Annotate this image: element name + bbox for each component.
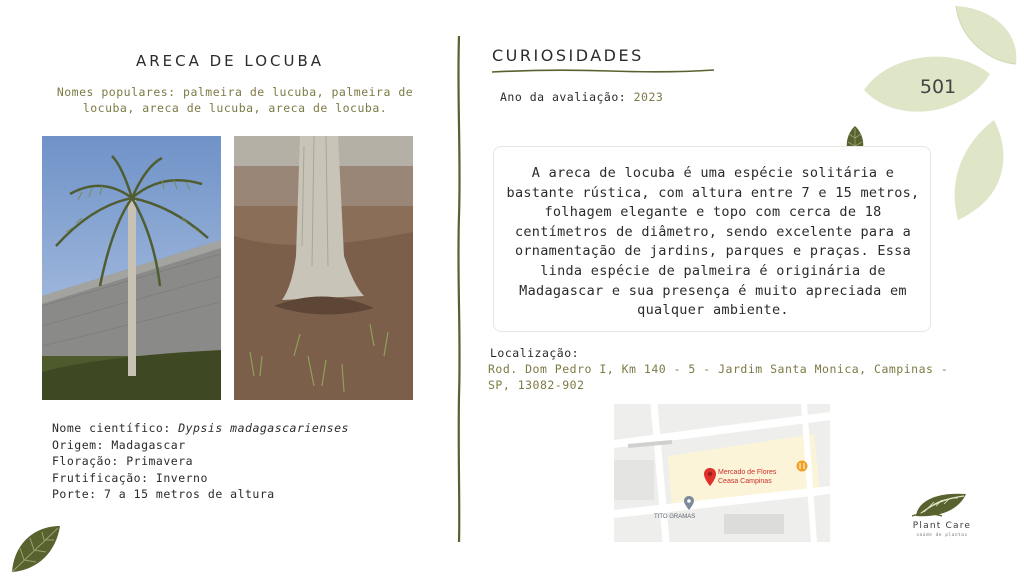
fact-scientific-name bbox=[52, 420, 349, 437]
palm-photo-full bbox=[42, 136, 221, 400]
location-address: Rod. Dom Pedro I, Km 140 - 5 - Jardim Santa Monica, Campinas - SP, 13082-902 bbox=[488, 362, 949, 392]
popular-names: Nomes populares: palmeira de lucuba, palmeira de locuba, areca de lucuba, areca de locuba. bbox=[56, 85, 414, 115]
fact-scientific-label: Nome científico: bbox=[52, 421, 179, 435]
palm-trunk-photo bbox=[234, 136, 413, 400]
description-text: A areca de locuba é uma espécie solitária e bastante rústica, com altura entre 7 e 15 metros, folhagem elegante e topo com cerca de 18 centímetros de diâmetro, sendo excelente para a ornamentação de jardins, parques e praças. Essa linda espécie de palmeira é originária de Madagascar e sua presença é muito apreciada em qualquer ambiente. bbox=[506, 165, 920, 319]
year-value: 2023 bbox=[633, 90, 664, 104]
logo-name: Plant Care bbox=[912, 521, 972, 531]
fact-scientific-value: Dypsis madagascarienses bbox=[178, 421, 349, 435]
year-label: Ano da avaliação: bbox=[500, 90, 634, 104]
map-food-marker-icon[interactable] bbox=[797, 461, 808, 472]
bottom-left-leaf-icon bbox=[8, 520, 64, 576]
section-title: CURIOSIDADES bbox=[492, 46, 644, 65]
map-poi-label: TITO GRAMAS bbox=[654, 514, 696, 520]
evaluation-year bbox=[500, 90, 663, 104]
column-divider bbox=[454, 36, 464, 542]
fact-origin: Origem: Madagascar bbox=[52, 437, 186, 452]
plant-facts bbox=[52, 420, 349, 503]
map-place-line1: Mercado de Flores bbox=[718, 469, 777, 476]
fact-size: Porte: 7 a 15 metros de altura bbox=[52, 487, 275, 501]
location-map[interactable] bbox=[614, 404, 830, 542]
logo-tagline: saúde de plantas bbox=[916, 533, 968, 538]
title-underline bbox=[490, 66, 716, 76]
plant-title: ARECA DE LOCUBA bbox=[135, 52, 325, 70]
fact-fruiting: Frutificação: Inverno bbox=[52, 470, 208, 485]
fact-flowering: Floração: Primavera bbox=[52, 454, 194, 468]
map-place-line2: Ceasa Campinas bbox=[718, 478, 772, 485]
location-label: Localização: bbox=[490, 346, 580, 360]
page-number-badge: 501 bbox=[919, 76, 957, 98]
